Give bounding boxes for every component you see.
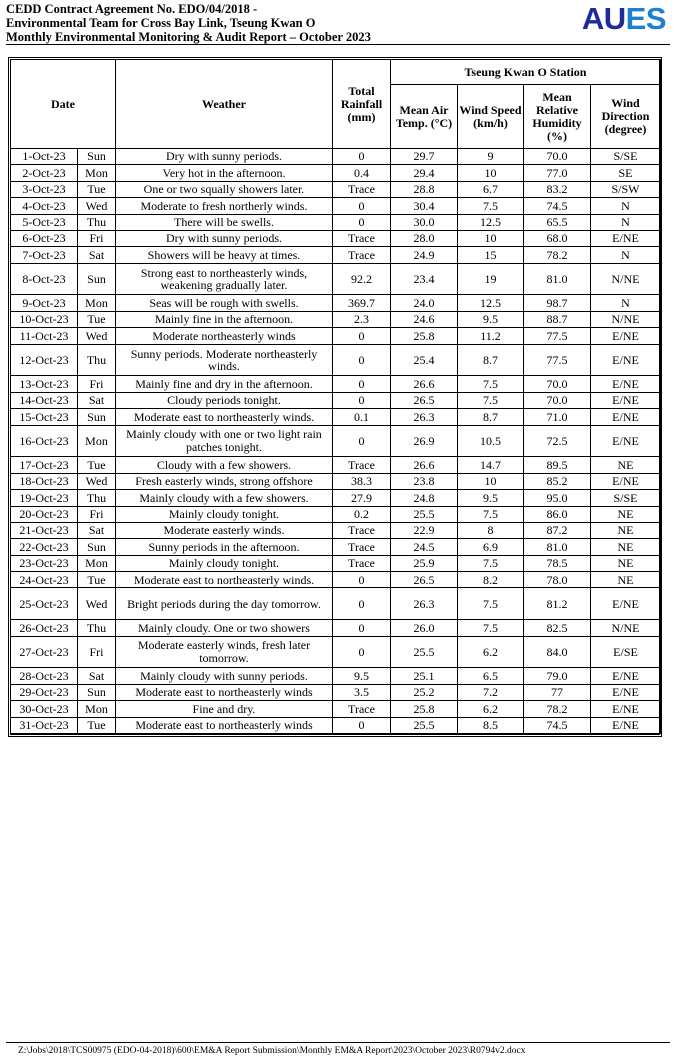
cell-rainfall: 3.5 bbox=[333, 684, 391, 700]
cell-rainfall: Trace bbox=[333, 247, 391, 263]
header-divider bbox=[6, 44, 670, 45]
cell-rainfall: 38.3 bbox=[333, 473, 391, 489]
cell-rainfall: 369.7 bbox=[333, 295, 391, 311]
cell-humidity: 87.2 bbox=[524, 522, 591, 538]
cell-day: Tue bbox=[78, 311, 116, 327]
table-row bbox=[11, 620, 661, 636]
cell-rainfall: 9.5 bbox=[333, 668, 391, 684]
cell-humidity: 82.5 bbox=[524, 620, 591, 636]
cell-weather: Mainly cloudy. One or two showers bbox=[116, 620, 333, 636]
cell-day: Sat bbox=[78, 247, 116, 263]
table-row bbox=[11, 392, 661, 408]
cell-humidity: 84.0 bbox=[524, 636, 591, 668]
header-wind-direction: Wind Direction (degree) bbox=[591, 85, 661, 149]
table-row bbox=[11, 490, 661, 506]
cell-weather: Very hot in the afternoon. bbox=[116, 165, 333, 181]
cell-wind-direction: NE bbox=[591, 555, 661, 571]
cell-day: Thu bbox=[78, 490, 116, 506]
header-weather: Weather bbox=[116, 60, 333, 149]
footer-file-path: Z:\Jobs\2018\TCS00975 (EDO-04-2018)\600\EM&A Report Submission\Monthly EM&A Report\2023\October 2023\R0794v2.docx bbox=[18, 1046, 526, 1056]
table-row bbox=[11, 344, 661, 376]
cell-weather: Mainly cloudy with one or two light rain patches tonight. bbox=[116, 425, 333, 457]
table-row bbox=[11, 263, 661, 295]
cell-temp: 25.8 bbox=[391, 701, 458, 717]
cell-wind-direction: SE bbox=[591, 165, 661, 181]
table-row bbox=[11, 328, 661, 344]
table-row bbox=[11, 506, 661, 522]
cell-wind-direction: N bbox=[591, 247, 661, 263]
cell-wind-speed: 7.5 bbox=[458, 376, 524, 392]
aues-logo: AUES bbox=[581, 1, 666, 36]
table-row bbox=[11, 684, 661, 700]
table-row bbox=[11, 457, 661, 473]
cell-date: 16-Oct-23 bbox=[11, 425, 78, 457]
cell-date: 20-Oct-23 bbox=[11, 506, 78, 522]
table-row bbox=[11, 425, 661, 457]
cell-temp: 22.9 bbox=[391, 522, 458, 538]
cell-wind-direction: N bbox=[591, 295, 661, 311]
table-row bbox=[11, 247, 661, 263]
header-temp: Mean Air Temp. (°C) bbox=[391, 85, 458, 149]
cell-temp: 25.8 bbox=[391, 328, 458, 344]
cell-temp: 26.3 bbox=[391, 588, 458, 620]
cell-rainfall: 0 bbox=[333, 392, 391, 408]
cell-day: Wed bbox=[78, 328, 116, 344]
table-row bbox=[11, 181, 661, 197]
cell-wind-direction: E/NE bbox=[591, 717, 661, 733]
cell-weather: There will be swells. bbox=[116, 214, 333, 230]
cell-wind-speed: 7.5 bbox=[458, 620, 524, 636]
cell-wind-direction: E/NE bbox=[591, 588, 661, 620]
cell-wind-direction: NE bbox=[591, 522, 661, 538]
cell-wind-direction: E/NE bbox=[591, 409, 661, 425]
cell-wind-speed: 10 bbox=[458, 165, 524, 181]
table-row bbox=[11, 149, 661, 165]
cell-humidity: 81.2 bbox=[524, 588, 591, 620]
cell-wind-speed: 6.5 bbox=[458, 668, 524, 684]
cell-weather: Cloudy periods tonight. bbox=[116, 392, 333, 408]
cell-wind-speed: 10 bbox=[458, 473, 524, 489]
cell-rainfall: 0.4 bbox=[333, 165, 391, 181]
cell-date: 1-Oct-23 bbox=[11, 149, 78, 165]
table-body bbox=[11, 149, 661, 734]
cell-wind-speed: 11.2 bbox=[458, 328, 524, 344]
cell-wind-speed: 7.5 bbox=[458, 555, 524, 571]
cell-humidity: 70.0 bbox=[524, 392, 591, 408]
cell-wind-speed: 8.2 bbox=[458, 572, 524, 588]
cell-temp: 30.4 bbox=[391, 198, 458, 214]
cell-rainfall: 0.1 bbox=[333, 409, 391, 425]
header-wind-speed: Wind Speed (km/h) bbox=[458, 85, 524, 149]
cell-temp: 25.5 bbox=[391, 717, 458, 733]
cell-temp: 23.4 bbox=[391, 263, 458, 295]
cell-rainfall: 0 bbox=[333, 588, 391, 620]
cell-wind-direction: NE bbox=[591, 539, 661, 555]
cell-weather: Moderate east to northeasterly winds bbox=[116, 717, 333, 733]
header-date: Date bbox=[11, 60, 116, 149]
cell-humidity: 74.5 bbox=[524, 717, 591, 733]
cell-day: Thu bbox=[78, 620, 116, 636]
cell-humidity: 83.2 bbox=[524, 181, 591, 197]
cell-rainfall: 0 bbox=[333, 620, 391, 636]
cell-humidity: 70.0 bbox=[524, 149, 591, 165]
cell-day: Wed bbox=[78, 588, 116, 620]
table-row bbox=[11, 198, 661, 214]
cell-wind-direction: N bbox=[591, 214, 661, 230]
cell-day: Mon bbox=[78, 425, 116, 457]
cell-weather: Mainly fine in the afternoon. bbox=[116, 311, 333, 327]
cell-weather: Fresh easterly winds, strong offshore bbox=[116, 473, 333, 489]
cell-weather: Mainly fine and dry in the afternoon. bbox=[116, 376, 333, 392]
cell-humidity: 88.7 bbox=[524, 311, 591, 327]
cell-weather: Sunny periods. Moderate northeasterly winds. bbox=[116, 344, 333, 376]
cell-date: 3-Oct-23 bbox=[11, 181, 78, 197]
table-row bbox=[11, 572, 661, 588]
cell-day: Mon bbox=[78, 701, 116, 717]
cell-weather: Strong east to northeasterly winds, weakening gradually later. bbox=[116, 263, 333, 295]
cell-weather: Mainly cloudy tonight. bbox=[116, 555, 333, 571]
cell-wind-direction: E/NE bbox=[591, 344, 661, 376]
cell-date: 27-Oct-23 bbox=[11, 636, 78, 668]
cell-date: 5-Oct-23 bbox=[11, 214, 78, 230]
cell-temp: 28.8 bbox=[391, 181, 458, 197]
cell-day: Mon bbox=[78, 555, 116, 571]
cell-weather: Sunny periods in the afternoon. bbox=[116, 539, 333, 555]
cell-date: 17-Oct-23 bbox=[11, 457, 78, 473]
table-row bbox=[11, 230, 661, 246]
cell-humidity: 77 bbox=[524, 684, 591, 700]
cell-wind-direction: E/SE bbox=[591, 636, 661, 668]
cell-humidity: 85.2 bbox=[524, 473, 591, 489]
cell-rainfall: 0 bbox=[333, 636, 391, 668]
cell-wind-direction: E/NE bbox=[591, 473, 661, 489]
cell-wind-direction: S/SE bbox=[591, 490, 661, 506]
cell-wind-direction: S/SW bbox=[591, 181, 661, 197]
cell-rainfall: 0 bbox=[333, 425, 391, 457]
cell-temp: 24.6 bbox=[391, 311, 458, 327]
cell-date: 11-Oct-23 bbox=[11, 328, 78, 344]
cell-humidity: 89.5 bbox=[524, 457, 591, 473]
cell-weather: Mainly cloudy with a few showers. bbox=[116, 490, 333, 506]
cell-humidity: 77.0 bbox=[524, 165, 591, 181]
cell-humidity: 72.5 bbox=[524, 425, 591, 457]
cell-wind-speed: 8.7 bbox=[458, 409, 524, 425]
cell-rainfall: 0 bbox=[333, 344, 391, 376]
cell-rainfall: Trace bbox=[333, 555, 391, 571]
cell-temp: 24.5 bbox=[391, 539, 458, 555]
cell-humidity: 81.0 bbox=[524, 263, 591, 295]
cell-wind-speed: 6.2 bbox=[458, 636, 524, 668]
cell-day: Wed bbox=[78, 473, 116, 489]
cell-date: 28-Oct-23 bbox=[11, 668, 78, 684]
cell-rainfall: 0 bbox=[333, 198, 391, 214]
cell-humidity: 78.0 bbox=[524, 572, 591, 588]
cell-wind-direction: NE bbox=[591, 572, 661, 588]
cell-wind-direction: E/NE bbox=[591, 701, 661, 717]
cell-weather: Seas will be rough with swells. bbox=[116, 295, 333, 311]
cell-date: 12-Oct-23 bbox=[11, 344, 78, 376]
cell-rainfall: 0.2 bbox=[333, 506, 391, 522]
cell-date: 24-Oct-23 bbox=[11, 572, 78, 588]
page-header bbox=[6, 2, 670, 44]
cell-wind-direction: N/NE bbox=[591, 311, 661, 327]
cell-date: 7-Oct-23 bbox=[11, 247, 78, 263]
cell-wind-direction: E/NE bbox=[591, 328, 661, 344]
cell-date: 14-Oct-23 bbox=[11, 392, 78, 408]
cell-date: 31-Oct-23 bbox=[11, 717, 78, 733]
cell-wind-direction: E/NE bbox=[591, 392, 661, 408]
cell-date: 15-Oct-23 bbox=[11, 409, 78, 425]
cell-rainfall: Trace bbox=[333, 181, 391, 197]
cell-wind-direction: E/NE bbox=[591, 425, 661, 457]
cell-wind-speed: 8.7 bbox=[458, 344, 524, 376]
cell-temp: 24.8 bbox=[391, 490, 458, 506]
table-row bbox=[11, 409, 661, 425]
cell-wind-speed: 7.5 bbox=[458, 198, 524, 214]
cell-day: Sun bbox=[78, 539, 116, 555]
cell-rainfall: Trace bbox=[333, 457, 391, 473]
cell-temp: 26.9 bbox=[391, 425, 458, 457]
cell-wind-speed: 8 bbox=[458, 522, 524, 538]
cell-rainfall: 0 bbox=[333, 717, 391, 733]
cell-humidity: 78.2 bbox=[524, 701, 591, 717]
cell-day: Sat bbox=[78, 392, 116, 408]
cell-wind-direction: E/NE bbox=[591, 376, 661, 392]
cell-humidity: 74.5 bbox=[524, 198, 591, 214]
cell-temp: 26.5 bbox=[391, 572, 458, 588]
header-rainfall: Total Rainfall (mm) bbox=[333, 60, 391, 149]
table-row bbox=[11, 636, 661, 668]
cell-weather: Dry with sunny periods. bbox=[116, 230, 333, 246]
cell-date: 4-Oct-23 bbox=[11, 198, 78, 214]
cell-date: 9-Oct-23 bbox=[11, 295, 78, 311]
table-row bbox=[11, 668, 661, 684]
cell-humidity: 77.5 bbox=[524, 344, 591, 376]
table-row bbox=[11, 214, 661, 230]
cell-day: Sat bbox=[78, 668, 116, 684]
cell-wind-direction: NE bbox=[591, 506, 661, 522]
cell-temp: 29.7 bbox=[391, 149, 458, 165]
table-row bbox=[11, 701, 661, 717]
cell-weather: Showers will be heavy at times. bbox=[116, 247, 333, 263]
cell-day: Thu bbox=[78, 344, 116, 376]
table-row bbox=[11, 717, 661, 733]
cell-day: Wed bbox=[78, 198, 116, 214]
cell-wind-speed: 8.5 bbox=[458, 717, 524, 733]
cell-day: Thu bbox=[78, 214, 116, 230]
cell-temp: 26.5 bbox=[391, 392, 458, 408]
cell-day: Tue bbox=[78, 181, 116, 197]
cell-wind-speed: 7.5 bbox=[458, 506, 524, 522]
cell-wind-speed: 6.7 bbox=[458, 181, 524, 197]
table-row bbox=[11, 539, 661, 555]
cell-day: Sun bbox=[78, 409, 116, 425]
cell-date: 30-Oct-23 bbox=[11, 701, 78, 717]
cell-humidity: 78.2 bbox=[524, 247, 591, 263]
cell-day: Tue bbox=[78, 717, 116, 733]
cell-wind-speed: 9 bbox=[458, 149, 524, 165]
cell-wind-direction: E/NE bbox=[591, 668, 661, 684]
header-team-line: Environmental Team for Cross Bay Link, Tseung Kwan O bbox=[6, 16, 316, 30]
cell-weather: Cloudy with a few showers. bbox=[116, 457, 333, 473]
table-row bbox=[11, 473, 661, 489]
cell-wind-speed: 10 bbox=[458, 230, 524, 246]
cell-wind-speed: 9.5 bbox=[458, 311, 524, 327]
footer-divider bbox=[6, 1042, 670, 1043]
cell-weather: One or two squally showers later. bbox=[116, 181, 333, 197]
cell-date: 10-Oct-23 bbox=[11, 311, 78, 327]
table-row bbox=[11, 295, 661, 311]
cell-temp: 30.0 bbox=[391, 214, 458, 230]
cell-date: 29-Oct-23 bbox=[11, 684, 78, 700]
header-humidity: Mean Relative Humidity (%) bbox=[524, 85, 591, 149]
cell-wind-speed: 15 bbox=[458, 247, 524, 263]
cell-wind-speed: 6.9 bbox=[458, 539, 524, 555]
cell-date: 8-Oct-23 bbox=[11, 263, 78, 295]
cell-wind-speed: 6.2 bbox=[458, 701, 524, 717]
cell-wind-speed: 7.5 bbox=[458, 588, 524, 620]
cell-temp: 25.5 bbox=[391, 506, 458, 522]
cell-temp: 25.4 bbox=[391, 344, 458, 376]
cell-humidity: 79.0 bbox=[524, 668, 591, 684]
cell-day: Fri bbox=[78, 506, 116, 522]
cell-temp: 26.6 bbox=[391, 457, 458, 473]
cell-temp: 25.9 bbox=[391, 555, 458, 571]
cell-date: 26-Oct-23 bbox=[11, 620, 78, 636]
weather-table bbox=[10, 59, 661, 734]
cell-date: 22-Oct-23 bbox=[11, 539, 78, 555]
cell-temp: 25.5 bbox=[391, 636, 458, 668]
cell-day: Fri bbox=[78, 636, 116, 668]
table-row bbox=[11, 522, 661, 538]
header-report-line: Monthly Environmental Monitoring & Audit Report – October 2023 bbox=[6, 30, 371, 44]
cell-date: 23-Oct-23 bbox=[11, 555, 78, 571]
cell-day: Sun bbox=[78, 684, 116, 700]
cell-wind-speed: 7.2 bbox=[458, 684, 524, 700]
cell-weather: Moderate east to northeasterly winds bbox=[116, 684, 333, 700]
cell-weather: Mainly cloudy with sunny periods. bbox=[116, 668, 333, 684]
cell-wind-speed: 7.5 bbox=[458, 392, 524, 408]
table-row bbox=[11, 311, 661, 327]
cell-humidity: 86.0 bbox=[524, 506, 591, 522]
cell-weather: Dry with sunny periods. bbox=[116, 149, 333, 165]
cell-humidity: 95.0 bbox=[524, 490, 591, 506]
cell-humidity: 70.0 bbox=[524, 376, 591, 392]
cell-rainfall: Trace bbox=[333, 539, 391, 555]
cell-day: Fri bbox=[78, 230, 116, 246]
cell-rainfall: 0 bbox=[333, 328, 391, 344]
cell-humidity: 81.0 bbox=[524, 539, 591, 555]
cell-temp: 24.9 bbox=[391, 247, 458, 263]
table-row bbox=[11, 588, 661, 620]
cell-date: 19-Oct-23 bbox=[11, 490, 78, 506]
cell-weather: Moderate to fresh northerly winds. bbox=[116, 198, 333, 214]
cell-wind-speed: 12.5 bbox=[458, 214, 524, 230]
cell-rainfall: Trace bbox=[333, 522, 391, 538]
cell-day: Tue bbox=[78, 572, 116, 588]
cell-rainfall: 0 bbox=[333, 214, 391, 230]
cell-day: Sat bbox=[78, 522, 116, 538]
table-row bbox=[11, 376, 661, 392]
cell-humidity: 65.5 bbox=[524, 214, 591, 230]
cell-date: 6-Oct-23 bbox=[11, 230, 78, 246]
cell-wind-speed: 19 bbox=[458, 263, 524, 295]
cell-temp: 26.3 bbox=[391, 409, 458, 425]
cell-date: 13-Oct-23 bbox=[11, 376, 78, 392]
cell-weather: Mainly cloudy tonight. bbox=[116, 506, 333, 522]
cell-humidity: 71.0 bbox=[524, 409, 591, 425]
cell-temp: 28.0 bbox=[391, 230, 458, 246]
header-text bbox=[6, 2, 371, 44]
cell-weather: Moderate northeasterly winds bbox=[116, 328, 333, 344]
cell-rainfall: 0 bbox=[333, 149, 391, 165]
cell-wind-direction: E/NE bbox=[591, 230, 661, 246]
cell-date: 2-Oct-23 bbox=[11, 165, 78, 181]
header-station: Tseung Kwan O Station bbox=[391, 60, 661, 85]
cell-day: Fri bbox=[78, 376, 116, 392]
table-row bbox=[11, 165, 661, 181]
cell-rainfall: 0 bbox=[333, 572, 391, 588]
cell-temp: 29.4 bbox=[391, 165, 458, 181]
cell-date: 21-Oct-23 bbox=[11, 522, 78, 538]
cell-rainfall: Trace bbox=[333, 230, 391, 246]
cell-temp: 26.6 bbox=[391, 376, 458, 392]
cell-wind-direction: S/SE bbox=[591, 149, 661, 165]
cell-weather: Moderate east to northeasterly winds. bbox=[116, 409, 333, 425]
cell-day: Tue bbox=[78, 457, 116, 473]
cell-day: Mon bbox=[78, 165, 116, 181]
cell-temp: 25.2 bbox=[391, 684, 458, 700]
cell-day: Mon bbox=[78, 295, 116, 311]
table-row bbox=[11, 555, 661, 571]
cell-rainfall: Trace bbox=[333, 701, 391, 717]
cell-wind-speed: 9.5 bbox=[458, 490, 524, 506]
cell-rainfall: 27.9 bbox=[333, 490, 391, 506]
cell-rainfall: 92.2 bbox=[333, 263, 391, 295]
cell-rainfall: 2.3 bbox=[333, 311, 391, 327]
cell-wind-speed: 12.5 bbox=[458, 295, 524, 311]
cell-humidity: 98.7 bbox=[524, 295, 591, 311]
cell-humidity: 77.5 bbox=[524, 328, 591, 344]
cell-temp: 26.0 bbox=[391, 620, 458, 636]
cell-humidity: 68.0 bbox=[524, 230, 591, 246]
cell-humidity: 78.5 bbox=[524, 555, 591, 571]
cell-temp: 24.0 bbox=[391, 295, 458, 311]
cell-weather: Moderate east to northeasterly winds. bbox=[116, 572, 333, 588]
cell-rainfall: 0 bbox=[333, 376, 391, 392]
cell-wind-speed: 14.7 bbox=[458, 457, 524, 473]
cell-weather: Moderate easterly winds. bbox=[116, 522, 333, 538]
cell-wind-direction: E/NE bbox=[591, 684, 661, 700]
cell-wind-direction: N/NE bbox=[591, 620, 661, 636]
cell-date: 25-Oct-23 bbox=[11, 588, 78, 620]
cell-wind-direction: N bbox=[591, 198, 661, 214]
cell-wind-direction: N/NE bbox=[591, 263, 661, 295]
cell-temp: 25.1 bbox=[391, 668, 458, 684]
cell-temp: 23.8 bbox=[391, 473, 458, 489]
cell-day: Sun bbox=[78, 263, 116, 295]
cell-wind-direction: NE bbox=[591, 457, 661, 473]
cell-wind-speed: 10.5 bbox=[458, 425, 524, 457]
header-contract-line: CEDD Contract Agreement No. EDO/04/2018 - bbox=[6, 2, 258, 16]
cell-weather: Bright periods during the day tomorrow. bbox=[116, 588, 333, 620]
cell-date: 18-Oct-23 bbox=[11, 473, 78, 489]
cell-weather: Moderate easterly winds, fresh later tomorrow. bbox=[116, 636, 333, 668]
cell-day: Sun bbox=[78, 149, 116, 165]
cell-weather: Fine and dry. bbox=[116, 701, 333, 717]
